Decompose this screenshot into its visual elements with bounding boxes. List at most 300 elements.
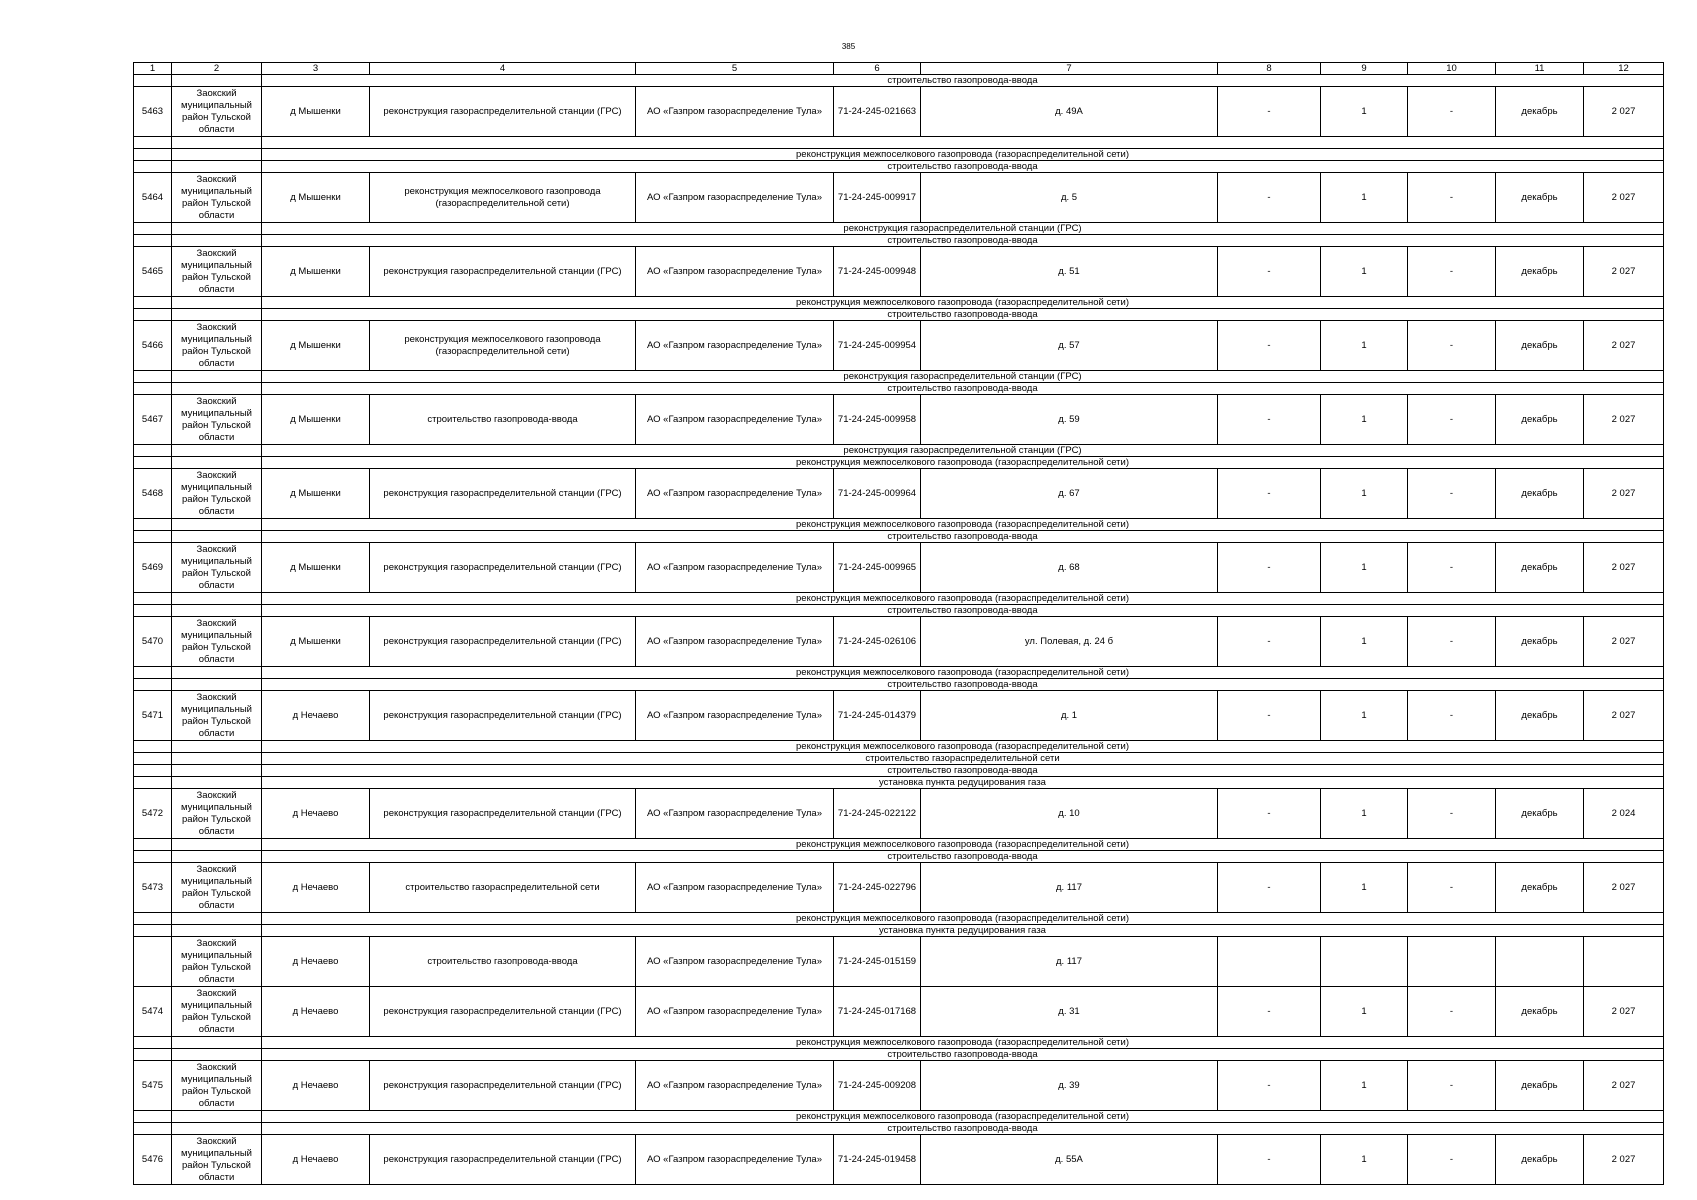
work-item-text: строительство газопровода-ввода	[262, 851, 1664, 863]
work-item-text: реконструкция межпоселкового газопровода (газораспределительной сети)	[262, 519, 1664, 531]
organization: АО «Газпром газораспределение Тула»	[636, 987, 834, 1037]
col8-value: -	[1218, 1135, 1321, 1185]
district: Заокский муниципальный район Тульской области	[172, 173, 262, 223]
district: Заокский муниципальный район Тульской области	[172, 395, 262, 445]
cell-blank	[134, 383, 172, 395]
settlement: д Мышенки	[262, 543, 370, 593]
table-row-work-line	[134, 223, 1664, 235]
cell-blank	[134, 667, 172, 679]
month: декабрь	[1496, 173, 1584, 223]
address: д. 1	[921, 691, 1218, 741]
year: 2 027	[1584, 691, 1664, 741]
settlement: д Нечаево	[262, 1061, 370, 1111]
settlement: д Мышенки	[262, 173, 370, 223]
work-item-text: строительство газопровода-ввода	[262, 679, 1664, 691]
cell-blank	[134, 161, 172, 173]
row-number: 5474	[134, 987, 172, 1037]
column-header: 3	[262, 63, 370, 75]
col8-value: -	[1218, 691, 1321, 741]
table-row	[134, 937, 1664, 987]
table-row-work-line	[134, 925, 1664, 937]
address: д. 67	[921, 469, 1218, 519]
district: Заокский муниципальный район Тульской области	[172, 469, 262, 519]
year: 2 027	[1584, 543, 1664, 593]
col10-value: -	[1408, 987, 1496, 1037]
month: декабрь	[1496, 469, 1584, 519]
cell-blank	[134, 519, 172, 531]
work-item-text: строительство газопровода-ввода	[262, 309, 1664, 321]
row-number: 5471	[134, 691, 172, 741]
cell-blank	[172, 75, 262, 87]
table-row-work-line	[134, 161, 1664, 173]
col8-value: -	[1218, 617, 1321, 667]
row-number: 5475	[134, 1061, 172, 1111]
col10-value: -	[1408, 543, 1496, 593]
col9-value: 1	[1321, 789, 1408, 839]
cell-blank	[134, 1037, 172, 1049]
object-code: 71-24-245-021663	[834, 87, 921, 137]
row-number: 5466	[134, 321, 172, 371]
cell-blank	[172, 223, 262, 235]
col10-value: -	[1408, 173, 1496, 223]
district: Заокский муниципальный район Тульской области	[172, 987, 262, 1037]
column-header: 12	[1584, 63, 1664, 75]
table-row-work-line	[134, 1111, 1664, 1123]
table-row-work-line	[134, 383, 1664, 395]
organization: АО «Газпром газораспределение Тула»	[636, 395, 834, 445]
col9-value: 1	[1321, 863, 1408, 913]
organization: АО «Газпром газораспределение Тула»	[636, 1135, 834, 1185]
col10-value: -	[1408, 863, 1496, 913]
table-row-work-line	[134, 1123, 1664, 1135]
table-row	[134, 1135, 1664, 1185]
cell-blank	[134, 371, 172, 383]
cell-blank	[172, 753, 262, 765]
cell-blank	[172, 839, 262, 851]
work-item-text: строительство газопровода-ввода	[262, 75, 1664, 87]
object-code: 71-24-245-009954	[834, 321, 921, 371]
col9-value: 1	[1321, 1135, 1408, 1185]
month: декабрь	[1496, 543, 1584, 593]
work-type: реконструкция межпоселкового газопровода (газораспределительной сети)	[370, 173, 636, 223]
col10-value: -	[1408, 789, 1496, 839]
cell-blank	[134, 605, 172, 617]
cell-blank	[172, 161, 262, 173]
work-item-text: реконструкция межпоселкового газопровода (газораспределительной сети)	[262, 1037, 1664, 1049]
cell-blank	[134, 235, 172, 247]
district: Заокский муниципальный район Тульской области	[172, 87, 262, 137]
object-code: 71-24-245-015159	[834, 937, 921, 987]
work-item-text: строительство газопровода-ввода	[262, 161, 1664, 173]
col9-value: 1	[1321, 173, 1408, 223]
cell-blank	[134, 765, 172, 777]
address: д. 31	[921, 987, 1218, 1037]
organization: АО «Газпром газораспределение Тула»	[636, 247, 834, 297]
settlement: д Нечаево	[262, 1135, 370, 1185]
organization: АО «Газпром газораспределение Тула»	[636, 691, 834, 741]
settlement: д Нечаево	[262, 863, 370, 913]
col10-value	[1408, 937, 1496, 987]
settlement: д Нечаево	[262, 937, 370, 987]
work-type: реконструкция газораспределительной станции (ГРС)	[370, 617, 636, 667]
column-header: 11	[1496, 63, 1584, 75]
month: декабрь	[1496, 987, 1584, 1037]
month	[1496, 937, 1584, 987]
district: Заокский муниципальный район Тульской области	[172, 789, 262, 839]
cell-blank	[134, 223, 172, 235]
month: декабрь	[1496, 321, 1584, 371]
district: Заокский муниципальный район Тульской области	[172, 247, 262, 297]
organization: АО «Газпром газораспределение Тула»	[636, 321, 834, 371]
cell-blank	[172, 605, 262, 617]
cell-blank	[172, 383, 262, 395]
cell-blank	[134, 593, 172, 605]
col9-value: 1	[1321, 395, 1408, 445]
cell-blank	[134, 137, 172, 149]
district: Заокский муниципальный район Тульской области	[172, 1135, 262, 1185]
col10-value: -	[1408, 617, 1496, 667]
district: Заокский муниципальный район Тульской области	[172, 543, 262, 593]
year: 2 027	[1584, 321, 1664, 371]
address: д. 51	[921, 247, 1218, 297]
work-type: реконструкция газораспределительной станции (ГРС)	[370, 789, 636, 839]
work-item-text: реконструкция межпоселкового газопровода (газораспределительной сети)	[262, 1111, 1664, 1123]
cell-blank	[172, 371, 262, 383]
table-row	[134, 1061, 1664, 1111]
table-row	[134, 321, 1664, 371]
table-row	[134, 87, 1664, 137]
row-number: 5473	[134, 863, 172, 913]
work-item-text: реконструкция межпоселкового газопровода (газораспределительной сети)	[262, 457, 1664, 469]
cell-blank	[172, 1123, 262, 1135]
table-row-work-line	[134, 593, 1664, 605]
header-row	[134, 63, 1664, 75]
work-type: строительство газопровода-ввода	[370, 395, 636, 445]
col8-value	[1218, 937, 1321, 987]
work-item-text: реконструкция газораспределительной станции (ГРС)	[262, 371, 1664, 383]
month: декабрь	[1496, 247, 1584, 297]
cell-blank	[134, 777, 172, 789]
address: д. 117	[921, 863, 1218, 913]
cell-blank	[134, 753, 172, 765]
object-code: 71-24-245-009964	[834, 469, 921, 519]
work-type: реконструкция газораспределительной станции (ГРС)	[370, 691, 636, 741]
table-row-work-line	[134, 1049, 1664, 1061]
organization: АО «Газпром газораспределение Тула»	[636, 1061, 834, 1111]
work-item-text: установка пункта редуцирования газа	[262, 777, 1664, 789]
row-number: 5464	[134, 173, 172, 223]
cell-blank	[172, 925, 262, 937]
object-code: 71-24-245-026106	[834, 617, 921, 667]
table-row-work-line	[134, 235, 1664, 247]
col8-value: -	[1218, 173, 1321, 223]
organization: АО «Газпром газораспределение Тула»	[636, 469, 834, 519]
district: Заокский муниципальный район Тульской области	[172, 1061, 262, 1111]
column-header: 10	[1408, 63, 1496, 75]
work-type: реконструкция газораспределительной станции (ГРС)	[370, 543, 636, 593]
cell-blank	[134, 297, 172, 309]
table-row-work-line	[134, 765, 1664, 777]
cell-blank	[134, 531, 172, 543]
month: декабрь	[1496, 691, 1584, 741]
year: 2 024	[1584, 789, 1664, 839]
work-item-text: реконструкция газораспределительной станции (ГРС)	[262, 445, 1664, 457]
district: Заокский муниципальный район Тульской области	[172, 617, 262, 667]
col9-value: 1	[1321, 617, 1408, 667]
address: д. 68	[921, 543, 1218, 593]
work-item-text: строительство газопровода-ввода	[262, 1049, 1664, 1061]
col10-value: -	[1408, 87, 1496, 137]
year: 2 027	[1584, 617, 1664, 667]
district: Заокский муниципальный район Тульской области	[172, 321, 262, 371]
row-number: 5472	[134, 789, 172, 839]
column-header: 8	[1218, 63, 1321, 75]
cell-blank	[134, 445, 172, 457]
address: д. 57	[921, 321, 1218, 371]
settlement: д Нечаево	[262, 691, 370, 741]
month: декабрь	[1496, 1061, 1584, 1111]
table-row	[134, 543, 1664, 593]
year: 2 027	[1584, 1061, 1664, 1111]
cell-blank	[172, 741, 262, 753]
work-item-text: реконструкция межпоселкового газопровода (газораспределительной сети)	[262, 593, 1664, 605]
table-row-work-line	[134, 679, 1664, 691]
organization: АО «Газпром газораспределение Тула»	[636, 789, 834, 839]
table-row	[134, 691, 1664, 741]
year: 2 027	[1584, 863, 1664, 913]
object-code: 71-24-245-014379	[834, 691, 921, 741]
cell-blank	[134, 839, 172, 851]
settlement: д Мышенки	[262, 617, 370, 667]
year: 2 027	[1584, 395, 1664, 445]
address: д. 10	[921, 789, 1218, 839]
table-row-work-line	[134, 753, 1664, 765]
table-row-work-line	[134, 531, 1664, 543]
organization: АО «Газпром газораспределение Тула»	[636, 863, 834, 913]
col9-value: 1	[1321, 543, 1408, 593]
cell-blank	[134, 149, 172, 161]
organization: АО «Газпром газораспределение Тула»	[636, 937, 834, 987]
table-row	[134, 173, 1664, 223]
page-number: 385	[841, 42, 856, 51]
settlement: д Нечаево	[262, 789, 370, 839]
object-code: 71-24-245-009948	[834, 247, 921, 297]
cell-blank	[134, 1123, 172, 1135]
address: д. 5	[921, 173, 1218, 223]
col9-value: 1	[1321, 247, 1408, 297]
cell-blank	[134, 457, 172, 469]
col10-value: -	[1408, 1135, 1496, 1185]
cell-blank	[172, 519, 262, 531]
col9-value: 1	[1321, 469, 1408, 519]
row-number: 5465	[134, 247, 172, 297]
col9-value: 1	[1321, 321, 1408, 371]
table-row-work-line	[134, 913, 1664, 925]
cell-blank	[172, 777, 262, 789]
address: д. 49А	[921, 87, 1218, 137]
year: 2 027	[1584, 247, 1664, 297]
table-row-work-line	[134, 309, 1664, 321]
col8-value: -	[1218, 321, 1321, 371]
work-item-text: строительство газопровода-ввода	[262, 235, 1664, 247]
month: декабрь	[1496, 87, 1584, 137]
work-item-text: реконструкция межпоселкового газопровода (газораспределительной сети)	[262, 741, 1664, 753]
settlement: д Мышенки	[262, 247, 370, 297]
cell-blank	[172, 667, 262, 679]
col9-value: 1	[1321, 87, 1408, 137]
organization: АО «Газпром газораспределение Тула»	[636, 173, 834, 223]
work-item-text: строительство газопровода-ввода	[262, 1123, 1664, 1135]
settlement: д Мышенки	[262, 87, 370, 137]
table-row-work-line	[134, 851, 1664, 863]
table-row	[134, 247, 1664, 297]
cell-blank	[172, 297, 262, 309]
col9-value: 1	[1321, 1061, 1408, 1111]
month: декабрь	[1496, 395, 1584, 445]
cell-blank	[134, 1049, 172, 1061]
cell-blank	[172, 1037, 262, 1049]
work-item-text: строительство газопровода-ввода	[262, 765, 1664, 777]
column-header: 9	[1321, 63, 1408, 75]
cell-blank	[172, 235, 262, 247]
table-row-work-line	[134, 457, 1664, 469]
cell-blank	[172, 765, 262, 777]
object-code: 71-24-245-022122	[834, 789, 921, 839]
address: д. 59	[921, 395, 1218, 445]
column-header: 7	[921, 63, 1218, 75]
column-header: 2	[172, 63, 262, 75]
col8-value: -	[1218, 543, 1321, 593]
address: д. 55А	[921, 1135, 1218, 1185]
month: декабрь	[1496, 617, 1584, 667]
object-code: 71-24-245-009917	[834, 173, 921, 223]
district: Заокский муниципальный район Тульской области	[172, 691, 262, 741]
work-item-text: реконструкция межпоселкового газопровода (газораспределительной сети)	[262, 667, 1664, 679]
work-type: строительство газопровода-ввода	[370, 937, 636, 987]
col10-value: -	[1408, 691, 1496, 741]
col8-value: -	[1218, 789, 1321, 839]
table-row-work-line	[134, 297, 1664, 309]
month: декабрь	[1496, 1135, 1584, 1185]
work-type: реконструкция газораспределительной станции (ГРС)	[370, 247, 636, 297]
work-item-text	[262, 137, 1664, 149]
column-header: 4	[370, 63, 636, 75]
cell-blank	[172, 593, 262, 605]
cell-blank	[134, 925, 172, 937]
address: ул. Полевая, д. 24 б	[921, 617, 1218, 667]
table-row-work-line	[134, 137, 1664, 149]
year: 2 027	[1584, 87, 1664, 137]
cell-blank	[134, 309, 172, 321]
col8-value: -	[1218, 1061, 1321, 1111]
settlement: д Мышенки	[262, 469, 370, 519]
work-item-text: установка пункта редуцирования газа	[262, 925, 1664, 937]
year: 2 027	[1584, 1135, 1664, 1185]
col8-value: -	[1218, 395, 1321, 445]
work-type: реконструкция газораспределительной станции (ГРС)	[370, 987, 636, 1037]
year	[1584, 937, 1664, 987]
row-number: 5468	[134, 469, 172, 519]
cell-blank	[172, 679, 262, 691]
object-code: 71-24-245-022796	[834, 863, 921, 913]
col9-value	[1321, 937, 1408, 987]
cell-blank	[134, 851, 172, 863]
row-number: 5467	[134, 395, 172, 445]
settlement: д Мышенки	[262, 321, 370, 371]
object-code: 71-24-245-017168	[834, 987, 921, 1037]
table-row-work-line	[134, 75, 1664, 87]
col10-value: -	[1408, 321, 1496, 371]
work-type: реконструкция газораспределительной станции (ГРС)	[370, 87, 636, 137]
col9-value: 1	[1321, 987, 1408, 1037]
work-item-text: строительство газораспределительной сети	[262, 753, 1664, 765]
work-item-text: строительство газопровода-ввода	[262, 531, 1664, 543]
column-header: 6	[834, 63, 921, 75]
district: Заокский муниципальный район Тульской области	[172, 937, 262, 987]
work-item-text: реконструкция межпоселкового газопровода (газораспределительной сети)	[262, 149, 1664, 161]
cell-blank	[172, 309, 262, 321]
cell-blank	[134, 741, 172, 753]
column-header: 5	[636, 63, 834, 75]
cell-blank	[172, 445, 262, 457]
organization: АО «Газпром газораспределение Тула»	[636, 543, 834, 593]
cell-blank	[134, 913, 172, 925]
work-type: реконструкция газораспределительной станции (ГРС)	[370, 469, 636, 519]
col10-value: -	[1408, 395, 1496, 445]
work-item-text: реконструкция межпоселкового газопровода (газораспределительной сети)	[262, 913, 1664, 925]
table-row-work-line	[134, 777, 1664, 789]
col8-value: -	[1218, 863, 1321, 913]
col8-value: -	[1218, 87, 1321, 137]
table-row	[134, 987, 1664, 1037]
col8-value: -	[1218, 469, 1321, 519]
col8-value: -	[1218, 247, 1321, 297]
object-code: 71-24-245-009208	[834, 1061, 921, 1111]
work-type: реконструкция газораспределительной станции (ГРС)	[370, 1135, 636, 1185]
row-number: 5469	[134, 543, 172, 593]
cell-blank	[134, 75, 172, 87]
table-row	[134, 469, 1664, 519]
table-row-work-line	[134, 519, 1664, 531]
work-item-text: строительство газопровода-ввода	[262, 605, 1664, 617]
district: Заокский муниципальный район Тульской области	[172, 863, 262, 913]
cell-blank	[172, 457, 262, 469]
row-number: 5463	[134, 87, 172, 137]
work-item-text: реконструкция межпоселкового газопровода (газораспределительной сети)	[262, 839, 1664, 851]
table-row-work-line	[134, 839, 1664, 851]
col10-value: -	[1408, 1061, 1496, 1111]
year: 2 027	[1584, 173, 1664, 223]
table-row-work-line	[134, 605, 1664, 617]
cell-blank	[172, 137, 262, 149]
table-row-work-line	[134, 1037, 1664, 1049]
table-row	[134, 863, 1664, 913]
object-code: 71-24-245-019458	[834, 1135, 921, 1185]
cell-blank	[172, 913, 262, 925]
column-header: 1	[134, 63, 172, 75]
address: д. 39	[921, 1061, 1218, 1111]
work-type: строительство газораспределительной сети	[370, 863, 636, 913]
month: декабрь	[1496, 789, 1584, 839]
year: 2 027	[1584, 469, 1664, 519]
cell-blank	[172, 531, 262, 543]
organization: АО «Газпром газораспределение Тула»	[636, 87, 834, 137]
organization: АО «Газпром газораспределение Тула»	[636, 617, 834, 667]
investment-program-table	[133, 62, 1664, 1185]
table-row-work-line	[134, 741, 1664, 753]
work-item-text: реконструкция межпоселкового газопровода (газораспределительной сети)	[262, 297, 1664, 309]
row-number: 5476	[134, 1135, 172, 1185]
